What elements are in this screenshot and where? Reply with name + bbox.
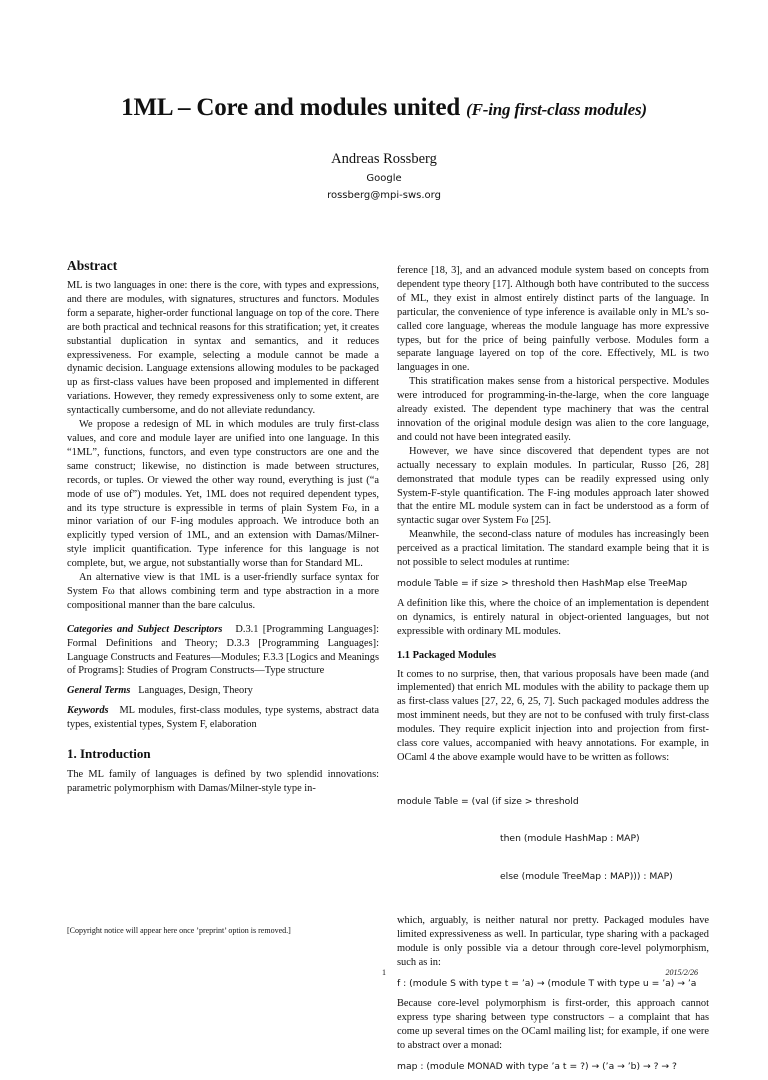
author-name: Andreas Rossberg <box>331 151 437 167</box>
abstract-paragraph-3: An alternative view is that 1ML is a user-friendly surface syntax for System Fω that allows combining term and type abstraction in a more compositional manner than the bare calculus. <box>67 572 379 611</box>
right-paragraph-5: A definition like this, where the choice of an implementation is dependent on dynamics, is entirely natural in object-oriented languages, but not expressible with ordinary ML modules. <box>397 597 709 637</box>
code-line-1: module Table = (val (if size > threshold <box>397 795 579 807</box>
footer-date: 2015/2/26 <box>665 968 698 977</box>
right-paragraph-3: However, we have since discovered that dependent types are not actually necessary to explain modules. In particular, Russo [26, 28] demonstrated that module types can be readily expressed using only System-F-style quantification. The F-ing modules approach later showed that the entire ML module system can in fact be understood as a form of syntactic sugar over System Fω [25]. <box>397 445 709 527</box>
abstract-paragraph-2: We propose a redesign of ML in which modules are truly first-class values, and core and module layer are unified into one language. In this “1ML”, functions, functors, and even type constructors are one and the same construct; likewise, no distinction is made between structures, records, or tuples. Or viewed the other way round, everything is just (“a mode of use of”) modules. Yet, 1ML does not required dependent types, and its type structure is expressible in terms of plain System Fω, in a minor variation of our F-ing modules approach. We introduce both an explicitly typed version of 1ML, and an extension with Damas/Milner-style implicit quantification. Type inference for this language is not complete, but, we argue, not substantially worse than for Standard ML. <box>67 419 379 570</box>
general-terms-label: General Terms <box>67 685 131 697</box>
keywords <box>67 704 379 732</box>
abstract-heading: Abstract <box>67 258 118 273</box>
paper-title <box>0 94 768 122</box>
introduction-paragraph-1: The ML family of languages is defined by two splendid innovations: parametric polymorphism with Damas/Milner-style type in- <box>67 769 379 794</box>
right-paragraph-8: Because core-level polymorphism is first-order, this approach cannot express type sharing between type constructors – a complaint that has come up several times on the OCaml mailing list; for example, if one were to abstract over a monad: <box>397 998 709 1051</box>
code-example-type-sharing: f : (module S with type t = ’a) → (module T with type u = ’a) → ’a <box>397 978 697 990</box>
categories-text: D.3.1 [Programming Languages]: Formal Definitions and Theory; D.3.3 [Programming Languages]: Language Constructs and Features—Modules; F.3.3 [Logics and Meanings of Programs]: Studies of Program Constructs—Type structure <box>67 623 379 677</box>
code-example-monad-map: map : (module MONAD with type ’a t = ?) → (’a → ’b) → ? → ? <box>397 1060 677 1072</box>
right-paragraph-2: This stratification makes sense from a historical perspective. Modules were introduced for programming-in-the-large, when the core language already existed. The dependent type machinery that was the central innovation of the original module design was alien to the core language, and could not have been integrated easily. <box>397 376 709 443</box>
categories-label: Categories and Subject Descriptors <box>67 623 223 635</box>
code-example-table-select: module Table = if size > threshold then HashMap else TreeMap <box>397 577 688 589</box>
right-column <box>397 264 709 1080</box>
categories-descriptors <box>67 623 379 679</box>
general-terms-text: Languages, Design, Theory <box>138 685 253 697</box>
page-number: 1 <box>382 968 386 977</box>
general-terms <box>67 684 379 698</box>
introduction-heading: 1. Introduction <box>67 746 151 762</box>
title-main: 1ML – Core and modules united <box>121 94 461 121</box>
code-example-ocaml-packaged <box>397 771 709 909</box>
author-email: rossberg@mpi-sws.org <box>327 190 441 201</box>
author-affiliation: Google <box>366 173 402 184</box>
subsection-packaged-modules-heading: 1.1 Packaged Modules <box>397 649 497 661</box>
left-column <box>67 258 379 796</box>
title-subtitle: (F-ing first-class modules) <box>466 100 647 119</box>
code-line-2: then (module HashMap : MAP) <box>500 833 640 845</box>
right-paragraph-6: It comes to no surprise, then, that various proposals have been made (and implemented) that enrich ML modules with the ability to package them up as first-class values [27, 22, 6, 25, 7]. Such packaged modules address the most imminent needs, but they are not to be confused with truly first-class modules. They require explicit injection into and projection from first-class core values, accompanied with heavy annotations. For example, in OCaml 4 the above example would have to be written as follows: <box>397 668 709 763</box>
right-paragraph-7: which, arguably, is neither natural nor pretty. Packaged modules have limited expressiveness as well. In particular, type sharing with a packaged module is only possible via a detour through core-level polymorphism, such as in: <box>397 915 709 969</box>
keywords-label: Keywords <box>67 705 109 717</box>
copyright-notice: [Copyright notice will appear here once ’preprint’ option is removed.] <box>67 926 291 935</box>
right-paragraph-4: Meanwhile, the second-class nature of modules has increasingly been perceived as a practical limitation. The standard example being that it is not possible to select modules at runtime: <box>397 529 709 569</box>
keywords-text: ML modules, first-class modules, type systems, abstract data types, existential types, System F, elaboration <box>67 705 379 731</box>
abstract-paragraph-1: ML is two languages in one: there is the core, with types and expressions, and there are modules, with signatures, structures and functors. Modules form a separate, higher-order functional language on top of the core. There are both practical and technical reasons for this stratification; yet, it creates substantial duplication in syntax and semantics, and it reduces expressiveness. For example, selecting a module cannot be made a dynamic decision. Language extensions allowing modules to be packaged up as first-class values have been proposed and implemented in different variations. However, they remedy expressiveness only to some extent, are syntactically cumbersome, and do not alleviate redundancy. <box>67 280 379 417</box>
code-line-3: else (module TreeMap : MAP))) : MAP) <box>500 870 673 882</box>
right-paragraph-1: ference [18, 3], and an advanced module system based on concepts from dependent type theory [17]. Although both have contributed to the success of ML, they exist in almost entirely distinct parts of the language. In particular, the convenience of type inference is available only in ML’s so-called core language, whereas the module language has more expressive types, but for the price of being painfully verbose. Modules form a separate language layered on top of the core. Effectively, ML is two languages in one. <box>397 265 709 374</box>
